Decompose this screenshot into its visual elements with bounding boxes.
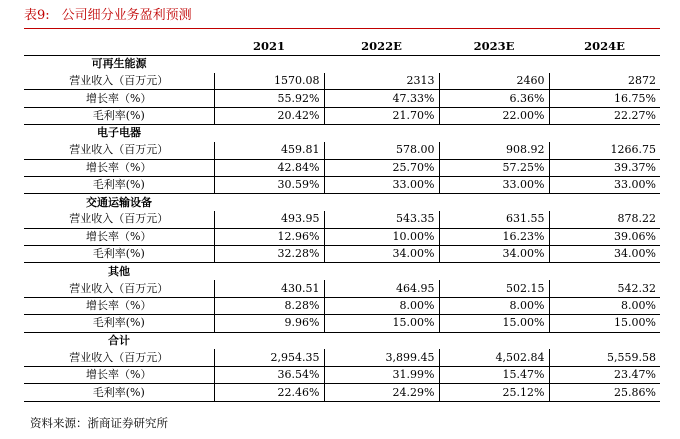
row-label: 增长率（%） — [24, 228, 214, 245]
value-cell: 8.00% — [549, 297, 660, 314]
value-cell: 493.95 — [214, 211, 324, 228]
value-cell: 34.00% — [324, 246, 439, 263]
empty-cell — [549, 263, 660, 280]
segment-name: 其他 — [108, 264, 130, 278]
value-cell: 2313 — [324, 73, 439, 90]
value-cell: 6.36% — [439, 90, 549, 107]
value-cell: 30.59% — [214, 176, 324, 193]
header-cell: 2021 — [214, 38, 324, 55]
value-cell: 16.23% — [439, 228, 549, 245]
value-cell: 459.81 — [214, 142, 324, 159]
value-cell: 5,559.58 — [549, 349, 660, 366]
empty-cell — [214, 55, 324, 72]
value-cell: 908.92 — [439, 142, 549, 159]
value-cell: 8.00% — [324, 297, 439, 314]
segment-header-row — [24, 55, 660, 72]
header-row — [24, 38, 660, 55]
segment-name: 交通运输设备 — [86, 195, 152, 209]
row-label: 营业收入（百万元） — [24, 280, 214, 297]
value-cell: 15.00% — [549, 315, 660, 332]
table-row — [24, 280, 660, 297]
table-row — [24, 349, 660, 366]
value-cell: 2460 — [439, 73, 549, 90]
value-cell: 36.54% — [214, 367, 324, 384]
table-row — [24, 228, 660, 245]
table-row — [24, 73, 660, 90]
table-caption — [24, 6, 660, 29]
row-label: 营业收入（百万元） — [24, 73, 214, 90]
value-cell: 10.00% — [324, 228, 439, 245]
value-cell: 34.00% — [439, 246, 549, 263]
value-cell: 2872 — [549, 73, 660, 90]
value-cell: 55.92% — [214, 90, 324, 107]
value-cell: 39.37% — [549, 159, 660, 176]
segment-header-row — [24, 124, 660, 141]
row-label: 毛利率(%) — [24, 176, 214, 193]
value-cell: 47.33% — [324, 90, 439, 107]
segment-name: 电子电器 — [97, 126, 141, 140]
value-cell: 3,899.45 — [324, 349, 439, 366]
forecast-table — [24, 38, 660, 402]
segment-name: 可再生能源 — [91, 57, 147, 71]
segment-name: 合计 — [108, 333, 130, 347]
value-cell: 20.42% — [214, 107, 324, 124]
value-cell: 25.86% — [549, 384, 660, 401]
empty-cell — [214, 263, 324, 280]
empty-cell — [549, 124, 660, 141]
value-cell: 15.47% — [439, 367, 549, 384]
row-label: 毛利率(%) — [24, 246, 214, 263]
value-cell: 1570.08 — [214, 73, 324, 90]
header-cell: 2024E — [549, 38, 660, 55]
segment-header-row — [24, 332, 660, 349]
table-row — [24, 211, 660, 228]
value-cell: 57.25% — [439, 159, 549, 176]
value-cell: 39.06% — [549, 228, 660, 245]
row-label: 增长率（%） — [24, 159, 214, 176]
empty-cell — [324, 55, 439, 72]
empty-cell — [439, 263, 549, 280]
empty-cell — [439, 55, 549, 72]
empty-cell — [214, 124, 324, 141]
value-cell: 16.75% — [549, 90, 660, 107]
source-note: 资料来源：浙商证券研究所 — [30, 416, 168, 430]
row-label: 营业收入（百万元） — [24, 142, 214, 159]
header-cell: 2023E — [439, 38, 549, 55]
header-cell — [24, 38, 214, 55]
row-label: 毛利率(%) — [24, 315, 214, 332]
table-row — [24, 297, 660, 314]
table-title: 公司细分业务盈利预测 — [61, 8, 192, 23]
empty-cell — [439, 194, 549, 211]
value-cell: 8.00% — [439, 297, 549, 314]
value-cell: 42.84% — [214, 159, 324, 176]
value-cell: 22.46% — [214, 384, 324, 401]
value-cell: 34.00% — [549, 246, 660, 263]
row-label: 毛利率(%) — [24, 384, 214, 401]
row-label: 增长率（%） — [24, 90, 214, 107]
value-cell: 464.95 — [324, 280, 439, 297]
value-cell: 878.22 — [549, 211, 660, 228]
table-row — [24, 315, 660, 332]
row-label: 增长率（%） — [24, 297, 214, 314]
value-cell: 31.99% — [324, 367, 439, 384]
value-cell: 631.55 — [439, 211, 549, 228]
value-cell: 33.00% — [324, 176, 439, 193]
value-cell: 578.00 — [324, 142, 439, 159]
segment-header-row — [24, 263, 660, 280]
value-cell: 4,502.84 — [439, 349, 549, 366]
value-cell: 2,954.35 — [214, 349, 324, 366]
value-cell: 33.00% — [439, 176, 549, 193]
empty-cell — [549, 194, 660, 211]
value-cell: 33.00% — [549, 176, 660, 193]
value-cell: 23.47% — [549, 367, 660, 384]
empty-cell — [214, 332, 324, 349]
table-row — [24, 159, 660, 176]
empty-cell — [549, 55, 660, 72]
empty-cell — [439, 332, 549, 349]
value-cell: 543.35 — [324, 211, 439, 228]
row-label: 营业收入（百万元） — [24, 211, 214, 228]
segment-header-row — [24, 194, 660, 211]
value-cell: 542.32 — [549, 280, 660, 297]
empty-cell — [324, 194, 439, 211]
empty-cell — [324, 124, 439, 141]
empty-cell — [549, 332, 660, 349]
value-cell: 1266.75 — [549, 142, 660, 159]
header-cell: 2022E — [324, 38, 439, 55]
empty-cell — [439, 124, 549, 141]
table-row — [24, 176, 660, 193]
table-number: 表9: — [24, 8, 50, 23]
table-row — [24, 107, 660, 124]
table-row — [24, 142, 660, 159]
value-cell: 24.29% — [324, 384, 439, 401]
value-cell: 15.00% — [439, 315, 549, 332]
value-cell: 9.96% — [214, 315, 324, 332]
row-label: 毛利率(%) — [24, 107, 214, 124]
table-row — [24, 246, 660, 263]
table-row — [24, 367, 660, 384]
empty-cell — [214, 194, 324, 211]
value-cell: 32.28% — [214, 246, 324, 263]
value-cell: 22.00% — [439, 107, 549, 124]
table-row — [24, 90, 660, 107]
value-cell: 8.28% — [214, 297, 324, 314]
row-label: 营业收入（百万元） — [24, 349, 214, 366]
value-cell: 25.70% — [324, 159, 439, 176]
value-cell: 430.51 — [214, 280, 324, 297]
value-cell: 25.12% — [439, 384, 549, 401]
value-cell: 15.00% — [324, 315, 439, 332]
empty-cell — [324, 332, 439, 349]
empty-cell — [324, 263, 439, 280]
value-cell: 12.96% — [214, 228, 324, 245]
value-cell: 21.70% — [324, 107, 439, 124]
value-cell: 22.27% — [549, 107, 660, 124]
table-row — [24, 384, 660, 401]
row-label: 增长率（%） — [24, 367, 214, 384]
value-cell: 502.15 — [439, 280, 549, 297]
